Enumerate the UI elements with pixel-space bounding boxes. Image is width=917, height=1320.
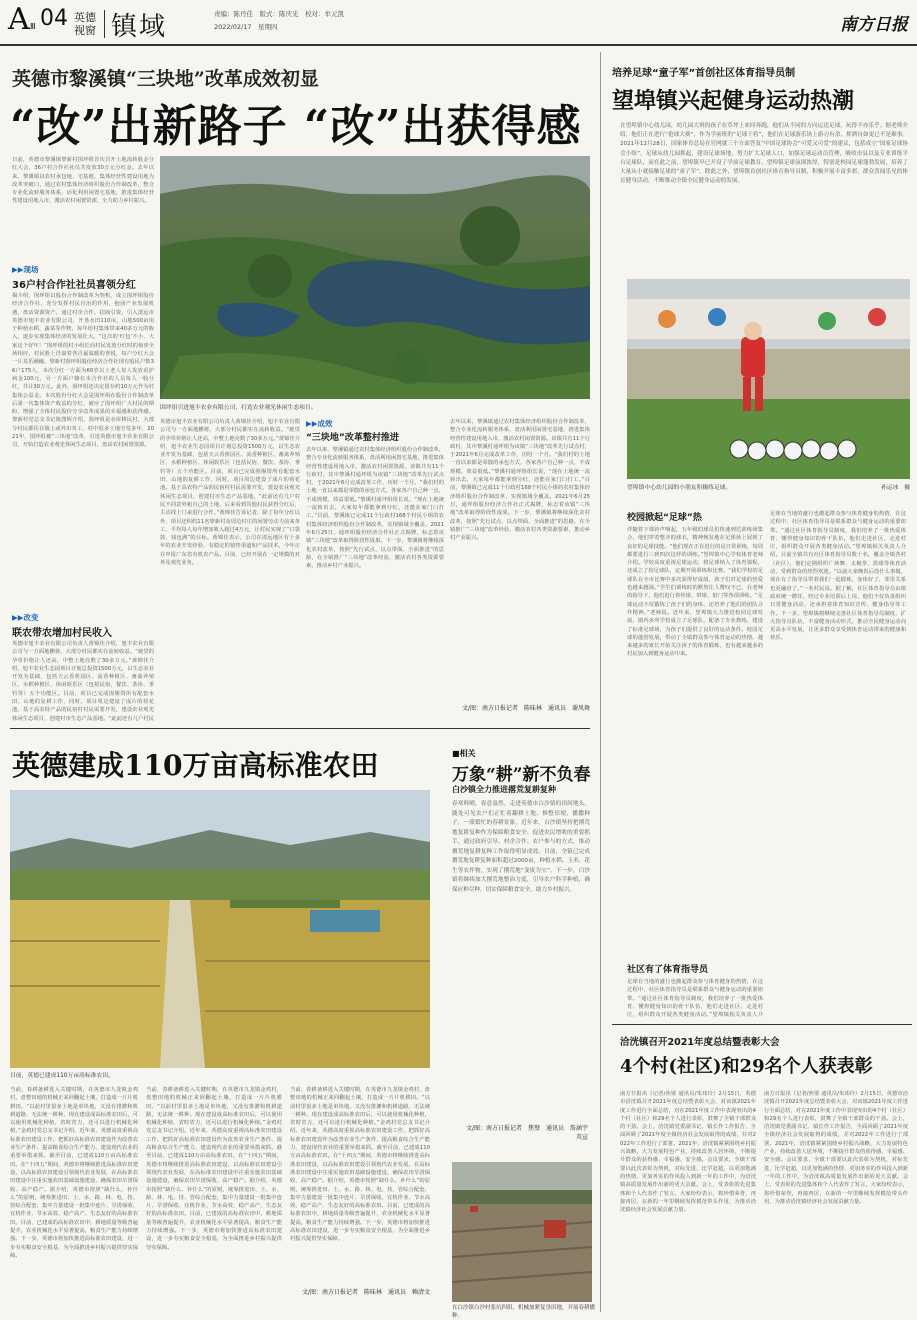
section-b: 视窗	[74, 24, 96, 37]
art1-subhead-2: 联农带农增加村民收入	[12, 628, 112, 639]
bottom-byline: 文/图：南方日报记者 陈味林 通讯员 赖清文	[301, 1289, 430, 1296]
football-photo-caption: 望埠镇中心幼儿园的小朋友积极练足球。	[627, 485, 732, 491]
art1-section-tag-2-label: 改变	[23, 613, 39, 622]
football-kid-photo	[627, 279, 910, 479]
header-divider	[104, 10, 105, 38]
page-letter: A	[8, 2, 30, 37]
farmland-image	[10, 790, 430, 1068]
right-rule	[612, 1024, 912, 1025]
art2-body-1: 当前，春耕备耕进入关键时期，在英德市九龙镇金鸡村，盘整田地的机械正来回翻起土壤，打造成一片片机耕田。“以前村里很多土地是单块地，又没有排灌和机耕道路，无法统一耕种。现在建设成高标准农田后，可以使用机械化种植，省时省力，还可以进行机械化种植。”金鸡村党总支书记介绍。近年来，英德高度重视高标准农田建设工作，把抓好高标准农田建设作为改善农业生产条件、提高粮食综合生产能力、建设现代农业的重要举措来抓。截至目前，已建成110万亩高标准农田。在“十四五”期间，英德市将继续推进高标准农田建设，以高标准农田建设引领现代农业发展，在高标准农田建设中注重实施农田基础设施建设，确保农田旱涝保收、高产稳产。据介绍，英德市按照“缺什么、补什么”的原则，统筹推进田、土、水、路、林、电、技、管综合配套，集中力量建设一批集中连片、旱涝保收、宜机作业、节水高效、稳产高产、生态友好的高标准农田。目前，已建成的高标准农田中，耕地质量等级普遍提升，农业机械化水平显著提高，粮食生产能力持续增强。下一步，英德市将加快推进高标准农田建设，进一步夯实粮食安全根基，为全面推进乡村振兴提供坚实保障。	[10, 1087, 138, 1259]
sec4-body-1: 南方日报讯（记者/焦璧 通讯员/朱玮玲）2月15日，英德市洽洸镇召开2021年度总结暨表彰大会，对该镇2021年度工作进行全面总结，对在2021年度工作中表现突出的4个村（社区）和29名个人进行表彰，鼓舞了全镇干部群众的干劲。会上，洽洸镇党委副书记、镇长作工作报告，全面回顾了2021年度全镇经济社会发展取得的成绩，并对2022年工作进行了部署。2021年，洽洸镇紧紧围绕乡村振兴战略，大力发展特色产业，持续改善人居环境，不断提升群众的获得感、幸福感、安全感。会议要求，全镇干部要以此次表彰为契机，对标先进、比学赶超，以更加饱满的热情、更加务实的作风投入到新一年的工作中，为洽洸镇高质量发展作出新的更大贡献。会上，受表彰的先进集体和个人代表作了发言。大家纷纷表示，将珍惜荣誉，再接再厉，在新的一年里继续发挥模范带头作用，为推动洽洸镇经济社会发展贡献力量。	[620, 1091, 756, 1214]
art1-section-tag-3-label: 成效	[317, 419, 333, 428]
page-header	[0, 0, 917, 44]
art1-section-tag-1-label: 现场	[23, 265, 39, 274]
art2-headline: 英德建成110万亩高标准农田	[12, 749, 379, 782]
header-rule	[0, 44, 917, 46]
plowing-photo-caption: 在白沙镇白沙村张坑四组，机械加紧复垦田地，开展春耕播种。	[452, 1305, 596, 1319]
art1-section-tag-2: ▶▶改变	[12, 613, 39, 622]
plowing-photo	[452, 1162, 592, 1302]
art1-body-1: 揭介绍，围坪组以股份合作制改革为契机，成立围坪组股份经济合作社，充分发挥村民自治的作用，抱团产业发展机遇，盘活资源资产，通过村企合作、招商引资，引入清远市英德市旭丰农业有限公司，开垦水田110亩，山地500亩用于种植水稻、蔬菜等作物，每年给村集体带来40多万元的收入，逐步实现集体经济的发展壮大。“这次的‘红包’不小，大家这个好年！”围坪组的村小组长向村民发放分红时的惊喜全场相应，村民脸上洋溢着各自最温暖的喜悦，每户分红大会一片其乐融融。黎新村围坪组股份经济合作社现有股民户数36户175人，本次分红一方面为60岁以上老人每人发放看护病金100元，另一方面户籍在本合作社的人员每人一股分红，共计30万元。此外，围坪组还决定留存约10万元作为村集体公益金。本次股份分红大会是围坪组在股份合作制改革后第一次集体资产收益的分红，被应了围坪组广大村民的期盼，增强了全体村民股份分享改革成果的幸福感和获得感。黎新村党总支书记陈图辉介绍，围坪组是水库移民村，大部分村民都住在镇上或外出务工，村中很多土地空荒多年，2021年，围坪组被“三块地”改革，引进英德市旭丰农业有限公司，开始打造农业观光休闲生态项目，盘活农村闲置资源。	[12, 293, 154, 449]
credits: 责编：陈丹佳 版式：陈庆光 校对：牟元凯	[214, 10, 344, 18]
sec4-body-2: 南方日报讯（记者/焦璧 通讯员/朱玮玲）2月15日，英德市洽洸镇召开2021年度总结暨表彰大会，对该镇2021年度工作进行全面总结，对在2021年度工作中表现突出的4个村（社区）和29名个人进行表彰，鼓舞了全镇干部群众的干劲。会上，洽洸镇党委副书记、镇长作工作报告，全面回顾了2021年度全镇经济社会发展取得的成绩，并对2022年工作进行了部署。2021年，洽洸镇紧紧围绕乡村振兴战略，大力发展特色产业，持续改善人居环境，不断提升群众的获得感、幸福感、安全感。会议要求，全镇干部要以此次表彰为契机，对标先进、比学赶超，以更加饱满的热情、更加务实的作风投入到新一年的工作中，为洽洸镇高质量发展作出新的更大贡献。会上，受表彰的先进集体和个人代表作了发言。大家纷纷表示，将珍惜荣誉，再接再厉，在新的一年里继续发挥模范带头作用，为推动洽洸镇经济社会发展贡献力量。	[764, 1091, 908, 1205]
art2-body-3: 当前，春耕备耕进入关键时期，在英德市九龙镇金鸡村，盘整田地的机械正来回翻起土壤，打造成一片片机耕田。“以前村里很多土地是单块地，又没有排灌和机耕道路，无法统一耕种。现在建设成高标准农田后，可以使用机械化种植，省时省力，还可以进行机械化种植。”金鸡村党总支书记介绍。近年来，英德高度重视高标准农田建设工作，把抓好高标准农田建设作为改善农业生产条件、提高粮食综合生产能力、建设现代农业的重要举措来抓。截至目前，已建成110万亩高标准农田。在“十四五”期间，英德市将继续推进高标准农田建设，以高标准农田建设引领现代农业发展，在高标准农田建设中注重实施农田基础设施建设，确保农田旱涝保收、高产稳产。据介绍，英德市按照“缺什么、补什么”的原则，统筹推进田、土、水、路、林、电、技、管综合配套，集中力量建设一批集中连片、旱涝保收、宜机作业、节水高效、稳产高产、生态友好的高标准农田。目前，已建成的高标准农田中，耕地质量等级普遍提升，农业机械化水平显著提高，粮食生产能力持续增强。下一步，英德市将加快推进高标准农田建设，进一步夯实粮食安全根基，为全面推进乡村振兴提供坚实保障。	[290, 1087, 430, 1243]
art3-body-2: 足球在当地的盛行也激起群众参与体育健身的热情，在这过程中，社区体育指导员是联系群众与健身运动的重要纽带。“通过社区体育指导员制度，我们培养了一批热爱体育、懂得健身知识的骨干队伍，他们走进社区、走进村庄，组织群众开展各类健身活动。”望埠镇相关负责人介	[627, 979, 763, 1018]
side-tag: ■相关	[452, 749, 476, 758]
sec4-headline: 4个村(社区)和29名个人获表彰	[620, 1056, 873, 1077]
art1-section-tag-1: ▶▶现场	[12, 265, 39, 274]
football-photo-credit: 孙运冰 摄	[881, 485, 910, 491]
art3-kicker: 培养足球“童子军”首创社区体育指导员制	[612, 68, 796, 79]
section-a: 英德	[74, 11, 96, 24]
issue-date: 2022/02/17 星期四	[214, 23, 278, 31]
art1-body-2b: 英德市旭丰农业有限公司负责人黄锦佳介绍，旭丰农业有限公司与一方面地鹏将、大部分村民都实在流转收益。“她里的孕草价格让人还高，中整土地亮数了30多万元。”黄锦佳介绍，旭丰农业生态园项目计划总投资1500万元，以生态农业开发为基础，包括天云香蕉园区、流香种植区、畜禽养殖区、水稻种植区、休闲娱乐区（包括民宿、餐饮、茶协、垂钓等）五个功能区。目前，项目已完成围堰资所有配套水田、山地的复耕工作，同时，项目周边建设了成片的荷花池。基于高农特产品的民宿村村民需要开发，建设农业观光休闲生态项目，创建村市生态产品基地。“此前还有几户村民不同意外租自己的土地，后来看到其他村民获得分红后，主动找上门来进行合作。”黄锦佳告诉记者，除了每年分红以外，项目还积约11名黎新村及周边村庄的闲置劳动力前来务工，平均每人每年增加收入超过4万元，让村民实现了“口袋鼓、钱包满”的目标。黄锦佳表示，公司在清远地区有十多年的农业开发经验，有稳定的销售渠道和产品技术，今年正在申报广东省有机农产品。目前，已经开展在一定规模的对外及观光业务。	[160, 419, 300, 567]
art1-subhead-1: 36户村合作社社员喜领分红	[12, 280, 136, 291]
art3-lede: 在望埠镇中心幼儿园，幼儿园大班的孩子在草坪上来回奔跑，他们从不同的方向运送足球，玩得不亦乐乎。据老师介绍，他们正在进行“抢球大赛”，作为学前班的“足球干将”，他们在足球游乐场上游刃有余，挥洒自如更已不是难事。2021年12月28日，国家体育总局在官网就三个方面答复“中国足球协会“可爱又可爱”的建议，包括成立“国家足球协会小组”，足球从幼儿园抓起，建设足球场地，努力扩大足球人口，加强足球运动员管理，吸收市县以及专业训练平台足球队，而在此之前，望埠镇早已开设了学前足球教育。望埠镇足球氛围浓厚，特别是校园足球蓬勃发展，培养了大量从小就接触足球的“童子军”。除此之外，望埠镇首创社区体育指导员制，积极开展丰富多彩、群众喜闻乐见的体育健身活动，不断推动全镇全民健身运动的发展。	[620, 123, 908, 185]
art1-section-tag-3: ▶▶成效	[306, 419, 333, 428]
side-byline: 文/图：南方日报记者 焦璧 通讯员 詹涵宇 英宣	[465, 1125, 595, 1141]
art1-body-3b: 去年以来，黎溪镇通过农村集体经济组织股份合作制改革，整合专业化流转服务体系，盘活利用闲置宅基地，推进集体经营性建设用地入市，激活农村闲置资源。该镇共有11个行政村，其中黎溪村通坪组为该镇“三块地”改革先行试点村，于2021年6月完成改革工作，历时一个月。“我们村的土地一直以来都是零散的承包方式，各家各户自己种一点，不成规模，效益很低。”黎溪村通坪组组长说，“现在土地统一流转出去，大家每年都能拿到分红，还能在家门口打工。”目前，黎溪镇已完成11个行政村168个村民小组的农村集体经济组织股份合作制改革，实现镇域全覆盖。2021年6月25日，通坪组股份经济合作社正式揭牌，标志着该镇“三块地”改革取得阶段性成果。下一步，黎溪镇将继续深化农村改革，按照“先行试点、以点带面、全面推进”的思路，在全镇推广“三块地”改革经验，激活农村各类资源要素，推动乡村产业振兴。	[450, 419, 590, 542]
side-headline: 万象“耕”新不负春	[452, 765, 591, 785]
page-sub: Ⅲ	[30, 22, 36, 31]
side-tag-label: 相关	[459, 749, 476, 758]
art1-subhead-3: “三块地”改革整村推进	[306, 433, 399, 443]
reservoir-aerial-image	[160, 156, 590, 399]
farmland-photo-caption: 目前，英德已建成110万亩高标准农田。	[10, 1073, 114, 1079]
reservoir-aerial-photo	[160, 156, 590, 399]
art3-body-2b: 足球在当地的盛行也激起群众参与体育健身的热情，在这过程中，社区体育指导员是联系群众与健身运动的重要纽带。“通过社区体育指导员制度，我们培养了一批热爱体育、懂得健身知识的骨干队伍，他们走进社区、走进村庄，组织群众开展各类健身活动。”望埠镇相关负责人介绍，目前全镇共有社区体育指导员数十名，覆盖全镇各村（社区），他们定期组织广场舞、太极拳、篮球等体育活动，受到群众的热烈欢迎。“以前大家晚饭后没什么事做，现在有了指导员带着我们一起锻炼，身体好了，邻里关系也更融洽了。”一名村民说。据了解，社区体育指导员由镇政府统一聘任，经过专业培训后上岗，他们不仅负责组织日常健身活动，还承担着体育知识宣传、健身指导等工作。下一步，望埠镇将继续完善社区体育指导员制度，扩大指导员队伍，丰富健身活动形式，推动全民健身运动向更高水平发展，让更多群众享受到体育运动带来的健康和快乐。	[770, 511, 906, 642]
art3-body-1: 伴随着下课铃声响起，五年级的球员们快速到达训练场集合。他们穿着整齐的球衣，精神焕发地在足球场上展现了良好的足球技能。“他们现在正在进行的是日常训练，每周都要进行三到四次这样的训练。”望埠镇中心学校体育老师介绍。学校高度重视足球运动，将足球纳入了体育课程，还成立了校足球队，定期开展训练和比赛。“我们学校的足球队在全市比赛中多次获得好成绩，孩子们对足球的热爱也越来越深。”学生们训练时的默契让人赞叹不已，在老师的指导下，他们进行着传球、带球、射门等各项训练。“足球运动不仅锻炼了孩子们的身体，还培养了他们的团队合作精神。”老师说。近年来，望埠镇大力推进校园足球发展，镇内多所学校成立了足球队，配备了专业教练，建设了标准足球场，为孩子们提供了良好的运动条件。校园足球的蓬勃发展，带动了全镇群众参与体育运动的热情。越来越多的家长开始关注孩子的体育锻炼，也有越来越多的村民加入到健身运动中来。	[627, 527, 763, 658]
art1-byline: 文/图：南方日报记者 陈味林 通讯员 谢凤舞	[461, 705, 590, 712]
plowing-image	[452, 1162, 592, 1302]
section-name: 镇域	[111, 12, 168, 42]
mid-rule	[10, 728, 590, 729]
page-number: 04	[40, 6, 68, 31]
art1-headline: “改”出新路子 “改”出获得感	[10, 101, 582, 152]
art3-headline: 望埠镇兴起健身运动热潮	[612, 88, 855, 114]
art1-kicker: 英德市黎溪镇“三块地”改革成效初显	[12, 68, 319, 90]
side-body: 春寒料峭，春意盎然。走进英德市白沙镇的田间地头，随处可见农户们正忙着翻耕土地、修整田埂、播撒种子，一派繁忙的春耕景象。近年来，白沙镇坚持把撂荒地复耕复种作为保障粮食安全、促进农民增收的重要抓手，通过政府引导、村企合作、农户参与的方式，推动撂荒地复耕复种工作取得明显成效。目前，全镇已完成撂荒地复耕复种面积超过2000亩，种植水稻、玉米、花生等农作物，实现了撂荒地“变废为宝”。下一步，白沙镇将继续加大撂荒地整治力度，引导农户科学种植，确保应种尽种，切实保障粮食安全，助力乡村振兴。	[452, 801, 590, 893]
art1-lede: 日前，英德市黎溪镇黎新村围坪组首次召开土地流转股金分红大会，36户村合作社社员共发放30万元分红金。去年以来，黎溪镇以农村承包地、宅基地、集体经营性建设用地为改革突破口，通过农村集体经济组织股份合作制改革，整合专业化流转服务体系，活化利用闲置宅基地，推进集体经营性建设用地入市，激活农村闲置资源，全力助力乡村振兴。	[12, 157, 154, 205]
newspaper-logo: 南方日报	[840, 15, 908, 35]
side-subhead: 白沙镇全力推进撂荒复耕复种	[452, 785, 556, 794]
art3-subhead-2: 社区有了体育指导员	[627, 965, 709, 975]
sec4-kicker: 洽洸镇召开2021年度总结暨表彰大会	[620, 1037, 780, 1048]
farmland-photo	[10, 790, 430, 1068]
art3-subhead-1: 校园掀起“足球”热	[627, 513, 702, 523]
art1-body-2: 英德市旭丰农业有限公司负责人黄锦佳介绍，旭丰农业有限公司与一方面地鹏将、大部分村民都实在流转收益。“她里的孕草价格让人还高，中整土地亮数了30多万元。”黄锦佳介绍，旭丰农业生态园项目计划总投资1500万元，以生态农业开发为基础，包括天云香蕉园区、流香种植区、畜禽养殖区、水稻种植区、休闲娱乐区（包括民宿、餐饮、茶协、垂钓等）五个功能区。目前，项目已完成围堰资所有配套水田、山地的复耕工作，同时，项目周边建设了成片的荷花池。基于高农特产品的民宿村村民需要开发，建设农业观光休闲生态项目，创建村市生态产品基地。“此前还有几户村民	[12, 641, 154, 722]
reservoir-photo-caption: 围坪组引进旭丰农业有限公司，打造农业观光休闲生态项目。	[160, 405, 317, 411]
column-divider	[600, 52, 601, 1312]
art1-body-3: 去年以来，黎溪镇通过农村集体经济组织股份合作制改革，整合专业化流转服务体系，盘活利用闲置宅基地，推进集体经营性建设用地入市，激活农村闲置资源。该镇共有11个行政村，其中黎溪村通坪组为该镇“三块地”改革先行试点村，于2021年6月完成改革工作，历时一个月。“我们村的土地一直以来都是零散的承包方式，各家各户自己种一点，不成规模，效益很低。”黎溪村通坪组组长说，“现在土地统一流转出去，大家每年都能拿到分红，还能在家门口打工。”目前，黎溪镇已完成11个行政村168个村民小组的农村集体经济组织股份合作制改革，实现镇域全覆盖。2021年6月25日，通坪组股份经济合作社正式揭牌，标志着该镇“三块地”改革取得阶段性成果。下一步，黎溪镇将继续深化农村改革，按照“先行试点、以点带面、全面推进”的思路，在全镇推广“三块地”改革经验，激活农村各类资源要素，推动乡村产业振兴。	[306, 447, 444, 570]
art2-body-2: 当前，春耕备耕进入关键时期，在英德市九龙镇金鸡村，盘整田地的机械正来回翻起土壤，打造成一片片机耕田。“以前村里很多土地是单块地，又没有排灌和机耕道路，无法统一耕种。现在建设成高标准农田后，可以使用机械化种植，省时省力，还可以进行机械化种植。”金鸡村党总支书记介绍。近年来，英德高度重视高标准农田建设工作，把抓好高标准农田建设作为改善农业生产条件、提高粮食综合生产能力、建设现代农业的重要举措来抓。截至目前，已建成110万亩高标准农田。在“十四五”期间，英德市将继续推进高标准农田建设，以高标准农田建设引领现代农业发展，在高标准农田建设中注重实施农田基础设施建设，确保农田旱涝保收、高产稳产。据介绍，英德市按照“缺什么、补什么”的原则，统筹推进田、土、水、路、林、电、技、管综合配套，集中力量建设一批集中连片、旱涝保收、宜机作业、节水高效、稳产高产、生态友好的高标准农田。目前，已建成的高标准农田中，耕地质量等级普遍提升，农业机械化水平显著提高，粮食生产能力持续增强。下一步，英德市将加快推进高标准农田建设，进一步夯实粮食安全根基，为全面推进乡村振兴提供坚实保障。	[146, 1087, 282, 1251]
football-kid-image	[627, 279, 910, 479]
